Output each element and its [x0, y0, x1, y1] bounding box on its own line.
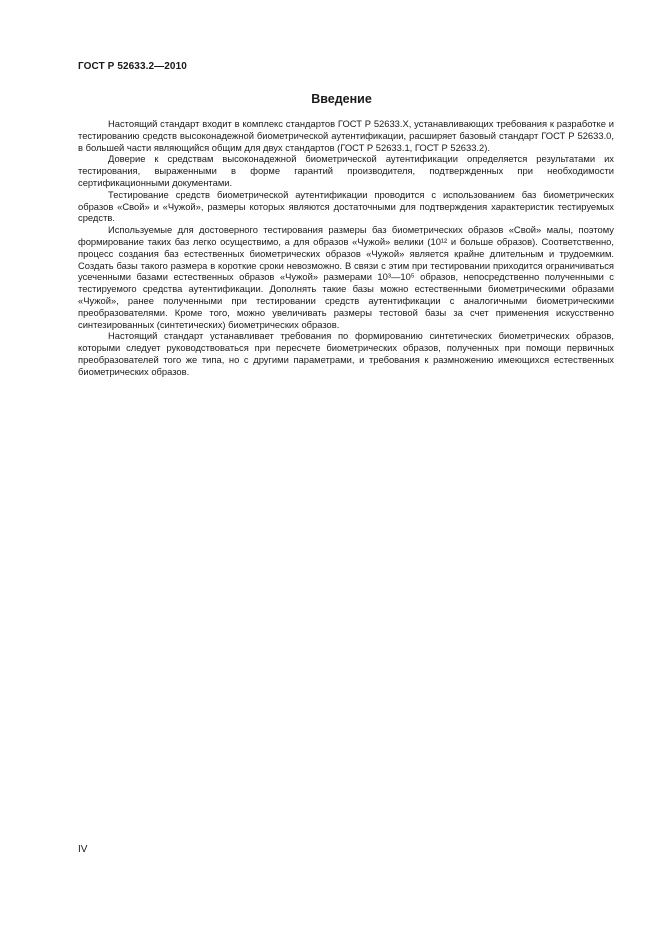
section-title: Введение	[311, 92, 372, 106]
paragraph-5: Настоящий стандарт устанавливает требования по формированию синтетических биометрических образов, которыми следует руководствоваться при пересчете биометрических образов, полученных при помощи первичных преобразователей того же типа, но с другими параметрами, и требования к размножению имеющихся естественных биометрических образов.	[78, 330, 614, 377]
paragraph-2: Доверие к средствам высоконадежной биометрической аутентификации определяется результатами их тестирования, выраженными в форме гарантий производителя, подтвержденных при необходимости сертификационными документами.	[78, 153, 614, 188]
paragraph-1: Настоящий стандарт входит в комплекс стандартов ГОСТ Р 52633.Х, устанавливающих требования к разработке и тестированию средств высоконадежной биометрической аутентификации, расширяет базовый стандарт ГОСТ Р 52633.0, в большей части являющийся общим для двух стандартов (ГОСТ Р 52633.1, ГОСТ Р 52633.2).	[78, 118, 614, 153]
paragraph-3: Тестирование средств биометрической аутентификации проводится с использованием баз биометрических образов «Свой» и «Чужой», размеры которых являются достаточными для подтверждения характеристик тестируемых средств.	[78, 188, 614, 224]
paragraph-4: Используемые для достоверного тестирования размеры баз биометрических образов «Свой» малы, поэтому формирование таких баз легко осуществимо, а для образов «Чужой» велики (10¹² и больше образов). Соответственно, процесс создания баз естественных биометрических образов «Чужой» является крайне длительным и трудоемким. Создать базы такого размера в короткие сроки невозможно. В связи с этим при тестировании приходится ограничиваться усеченными базами естественных образов «Чужой» размерами 10³—10⁵ образов, непосредственно полученными с тестируемого средства аутентификации. Дополнять такие базы можно естественными биометрическими образами «Чужой», ранее полученными при тестировании средств аутентификации с аналогичными биометрическими преобразователями. Кроме того, можно увеличивать размеры тестовой базы за счет применения искусственно синтезированных (синтетических) биометрических образов.	[78, 224, 614, 330]
document-header: ГОСТ Р 52633.2—2010	[78, 61, 187, 72]
body-text	[78, 118, 614, 378]
page-number: IV	[78, 844, 88, 855]
